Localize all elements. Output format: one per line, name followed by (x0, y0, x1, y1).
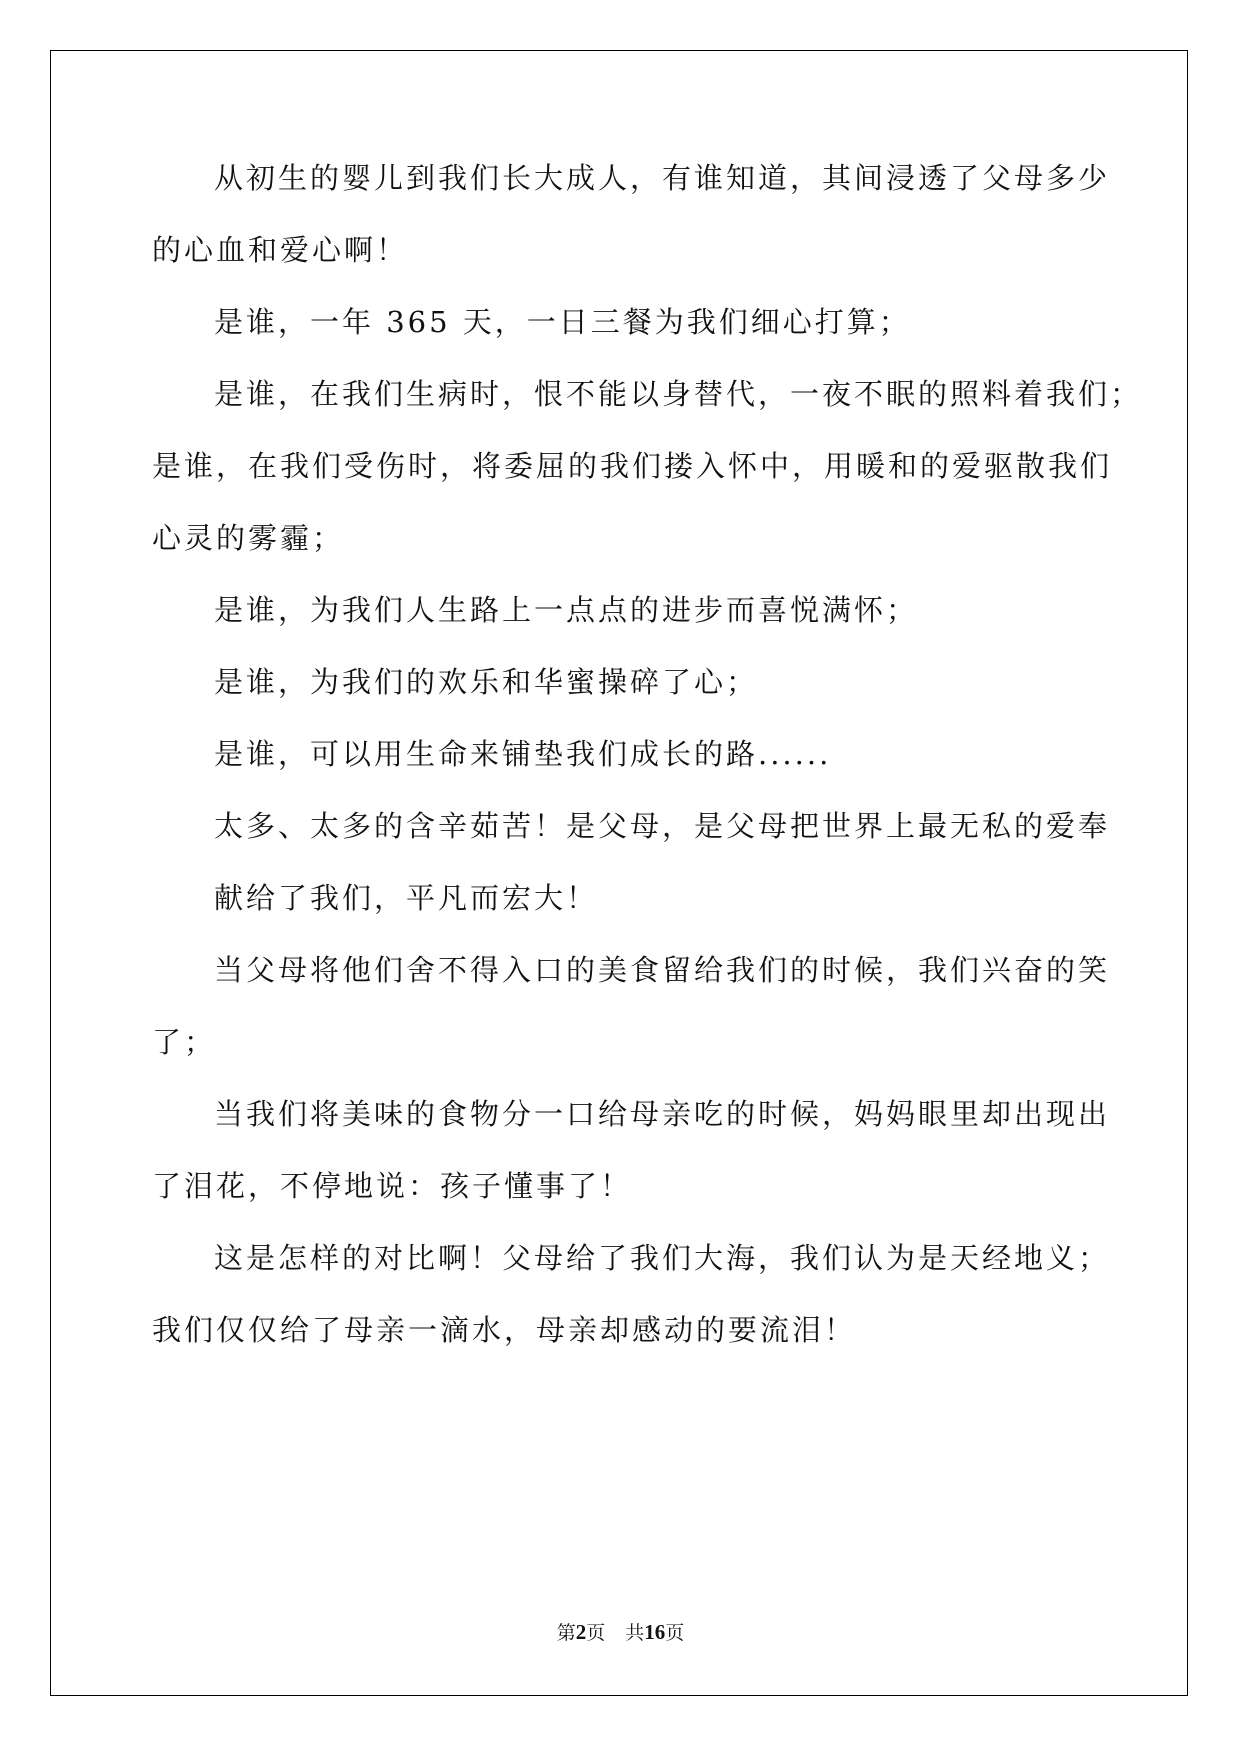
total-suffix: 页 (665, 1622, 685, 1644)
text-line-1: 从初生的婴儿到我们长大成人，有谁知道，其间浸透了父母多少 (214, 161, 1111, 195)
text-line-13: 了； (152, 1025, 217, 1059)
page-suffix: 页 (586, 1622, 606, 1644)
text-line-16: 这是怎样的对比啊！父母给了我们大海，我们认为是天经地义； (214, 1241, 1111, 1275)
text-line-14: 当我们将美味的食物分一口给母亲吃的时候，妈妈眼里却出现出 (214, 1097, 1111, 1131)
text-line-4: 是谁，在我们生病时，恨不能以身替代，一夜不眠的照料着我们； (214, 377, 1143, 411)
page-footer (0, 1618, 1241, 1645)
text-line-8: 是谁，为我们的欢乐和华蜜操碎了心； (214, 665, 759, 699)
text-line-10: 太多、太多的含辛茹苦！是父母，是父母把世界上最无私的爱奉 (214, 809, 1111, 843)
text-line-2: 的心血和爱心啊！ (152, 233, 409, 267)
page-number: 2 (575, 1620, 587, 1644)
text-line-12: 当父母将他们舍不得入口的美食留给我们的时候，我们兴奋的笑 (214, 953, 1111, 987)
page-border (50, 50, 1188, 1696)
text-line-6: 心灵的雾霾； (152, 521, 345, 555)
text-line-11: 献给了我们，平凡而宏大！ (214, 881, 599, 915)
page-prefix: 第 (556, 1622, 576, 1644)
text-line-15: 了泪花，不停地说：孩子懂事了！ (152, 1169, 633, 1203)
text-line-5: 是谁，在我们受伤时，将委屈的我们搂入怀中，用暖和的爱驱散我们 (152, 449, 1113, 483)
text-line-3: 是谁，一年 365 天，一日三餐为我们细心打算； (214, 305, 911, 339)
text-line-9: 是谁，可以用生命来铺垫我们成长的路...... (214, 737, 832, 771)
text-line-7: 是谁，为我们人生路上一点点的进步而喜悦满怀； (214, 593, 919, 627)
text-line-17: 我们仅仅给了母亲一滴水，母亲却感动的要流泪！ (152, 1313, 857, 1347)
total-pages: 16 (644, 1620, 666, 1644)
total-prefix: 共 (625, 1622, 645, 1644)
